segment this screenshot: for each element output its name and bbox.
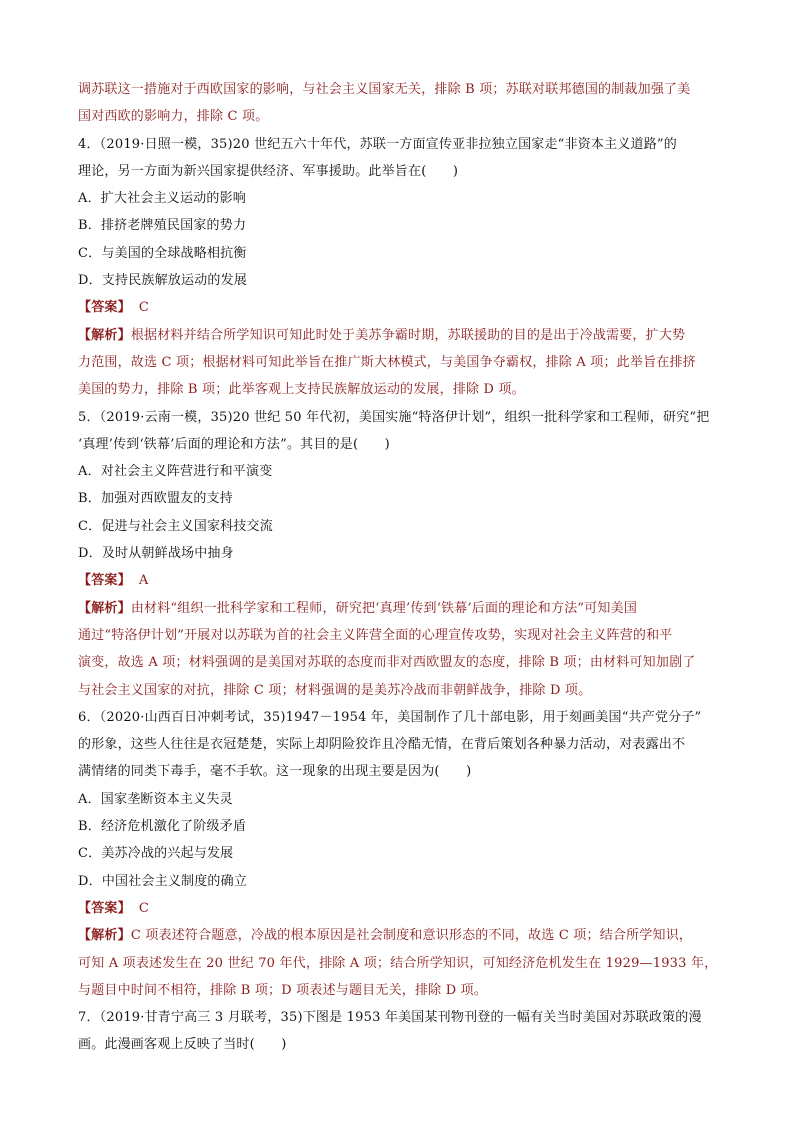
answer-line	[78, 567, 718, 594]
explanation-line: 可知 A 项表述发生在 20 世纪 70 年代，排除 A 项；结合所学知识，可知经济危机发生在 1929—1933 年，	[78, 955, 718, 971]
answer-label: 【答案】	[78, 300, 131, 316]
analysis-label: 【解析】	[78, 600, 131, 616]
question-line: C．美苏冷战的兴起与发展	[78, 846, 234, 862]
question-line: C．促进与社会主义国家科技交流	[78, 518, 273, 534]
explanation-line: 调苏联这一措施对于西欧国家的影响，与社会主义国家无关，排除 B 项；苏联对联邦德国的制裁加强了美	[78, 82, 691, 97]
question-line: 画。此漫画客观上反映了当时( )	[78, 1037, 287, 1053]
analysis-line	[78, 322, 718, 349]
analysis-line	[78, 922, 718, 949]
question-line: A．扩大社会主义运动的影响	[78, 191, 246, 207]
explanation-line: 力范围，故选 C 项；根据材料可知此举旨在推广斯大林模式，与美国争夺霸权，排除 A 项；此举旨在排挤	[78, 354, 696, 370]
analysis-text: 根据材料并结合所学知识可知此时处于美苏争霸时期，苏联援助的目的是出于冷战需要，扩大势	[130, 327, 686, 343]
question-line: 理论，另一方面为新兴国家提供经济、军事援助。此举旨在( )	[78, 163, 459, 179]
question-line: 的形象，这些人往往是衣冠楚楚，实际上却阴险狡诈且冷酷无情，在背后策划各种暴力活动，对表露出不	[78, 737, 686, 753]
answer-value: C	[138, 900, 149, 916]
explanation-line: 国对西欧的影响力，排除 C 项。	[78, 109, 269, 125]
question-line: B．排挤老牌殖民国家的势力	[78, 218, 247, 234]
explanation-line: 与社会主义国家的对抗，排除 C 项；材料强调的是美苏冷战而非朝鲜战争，排除 D 项。	[78, 682, 592, 698]
document-body	[78, 76, 718, 1059]
explanation-line: 通过“特洛伊计划”开展对以苏联为首的社会主义阵营全面的心理宣传攻势，实现对社会主义阵营的和平	[78, 627, 673, 643]
analysis-text: C 项表述符合题意，冷战的根本原因是社会制度和意识形态的不同，故选 C 项；结合所学知识，	[130, 928, 693, 944]
question-line: A．对社会主义阵营进行和平演变	[78, 464, 273, 480]
analysis-label: 【解析】	[78, 928, 131, 944]
answer-line	[78, 294, 718, 321]
question-line: ‘真理’传到‘铁幕’后面的理论和方法”。其目的是( )	[78, 436, 390, 452]
explanation-line: 演变，故选 A 项；材料强调的是美国对苏联的态度而非对西欧盟友的态度，排除 B 项；由材料可知加剧了	[78, 655, 696, 671]
question-line: B．经济危机激化了阶级矛盾	[78, 819, 247, 835]
explanation-line: 美国的势力，排除 B 项；此举客观上支持民族解放运动的发展，排除 D 项。	[78, 382, 525, 398]
question-line: 6．（2020·山西百日冲刺考试，35)1947－1954 年，美国制作了几十部电影，用于刻画美国“共产党分子”	[78, 709, 702, 725]
question-line: D．及时从朝鲜战场中抽身	[78, 546, 234, 562]
answer-label: 【答案】	[78, 900, 131, 916]
question-line: 4．（2019·日照一模，35)20 世纪五六十年代，苏联一方面宣传亚非拉独立国家走“非资本主义道路”的	[78, 136, 677, 152]
question-line: D．支持民族解放运动的发展	[78, 273, 248, 289]
answer-value: C	[138, 300, 149, 316]
answer-label: 【答案】	[78, 573, 131, 589]
answer-line	[78, 895, 718, 922]
analysis-label: 【解析】	[78, 327, 131, 343]
question-line: 满情绪的同类下毒手，毫不手软。这一现象的出现主要是因为( )	[78, 764, 472, 780]
answer-value: A	[138, 573, 149, 589]
question-line: 7．（2019·甘青宁高三 3 月联考，35)下图是 1953 年美国某刊物刊登的一幅有关当时美国对苏联政策的漫	[78, 1010, 702, 1026]
question-line: D．中国社会主义制度的确立	[78, 873, 248, 889]
question-line: A．国家垄断资本主义失灵	[78, 791, 233, 807]
question-line: B．加强对西欧盟友的支持	[78, 491, 233, 507]
question-line: 5．（2019·云南一模，35)20 世纪 50 年代初，美国实施“特洛伊计划”，组织一批科学家和工程师，研究“把	[78, 409, 710, 425]
explanation-line: 与题目中时间不相符，排除 B 项；D 项表述与题目无关，排除 D 项。	[78, 982, 488, 998]
analysis-line	[78, 595, 718, 622]
analysis-text: 由材料“组织一批科学家和工程师，研究把‘真理’传到‘铁幕’后面的理论和方法”可知美国	[130, 600, 638, 616]
question-line: C．与美国的全球战略相抗衡	[78, 245, 247, 261]
